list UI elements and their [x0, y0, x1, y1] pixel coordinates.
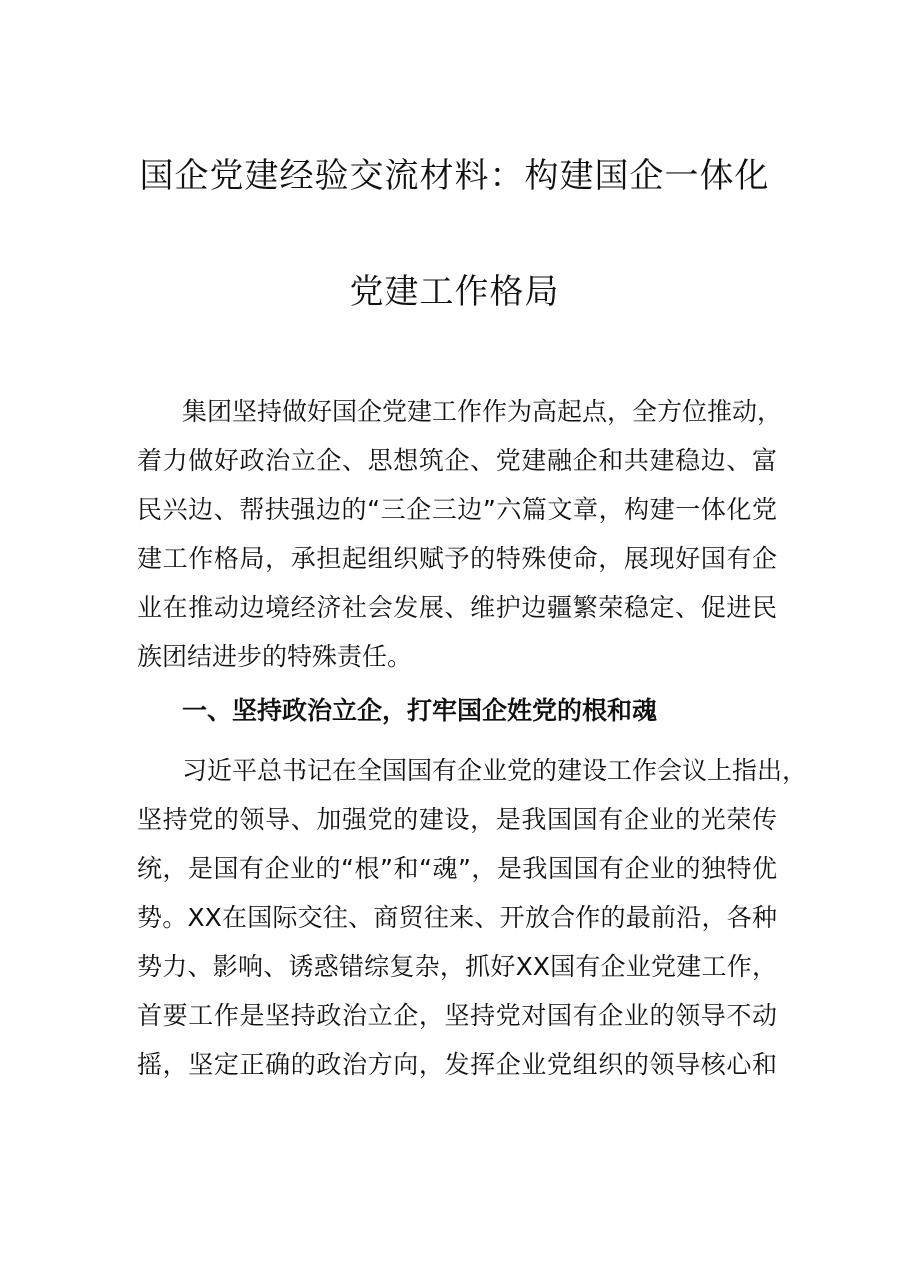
- paragraph-line: 族团结进步的特殊责任。: [137, 642, 413, 671]
- paragraph-line: 集团坚持做好国企党建工作作为高起点，全方位推动，: [182, 397, 783, 426]
- paragraph-line: 建工作格局，承担起组织赋予的特殊使命，展现好国有企: [137, 544, 777, 573]
- paragraph-line: 民兴边、帮扶强边的“三企三边”六篇文章，构建一体化党: [137, 495, 777, 524]
- document-title-line-2: 党建工作格局: [349, 272, 560, 312]
- paragraph-line: 业在推动边境经济社会发展、维护边疆繁荣稳定、促进民: [137, 593, 777, 622]
- paragraph-line: 摇，坚定正确的政治方向，发挥企业党组织的领导核心和: [137, 1050, 777, 1079]
- document-title-line-1: 国企党建经验交流材料：构建国企一体化: [139, 156, 770, 196]
- paragraph-line: 首要工作是坚持政治立企，坚持党对国有企业的领导不动: [137, 1001, 777, 1030]
- paragraph-intro: [137, 387, 783, 681]
- paragraph-line: 着力做好政治立企、思想筑企、党建融企和共建稳边、富: [137, 446, 777, 475]
- paragraph-line: 势力、影响、诱惑错综复杂，抓好XX国有企业党建工作，: [137, 952, 777, 981]
- paragraph-line: 势。XX在国际交往、商贸往来、开放合作的最前沿，各种: [137, 903, 777, 932]
- paragraph-line: 坚持党的领导、加强党的建设，是我国国有企业的光荣传: [137, 805, 777, 834]
- paragraph-section-1: [137, 746, 808, 1089]
- section-heading-1: 一、坚持政治立企，打牢国企姓党的根和魂: [182, 696, 658, 725]
- paragraph-line: 统，是国有企业的“根”和“魂”，是我国国有企业的独特优: [137, 854, 777, 883]
- paragraph-line: 习近平总书记在全国国有企业党的建设工作会议上指出，: [182, 756, 808, 785]
